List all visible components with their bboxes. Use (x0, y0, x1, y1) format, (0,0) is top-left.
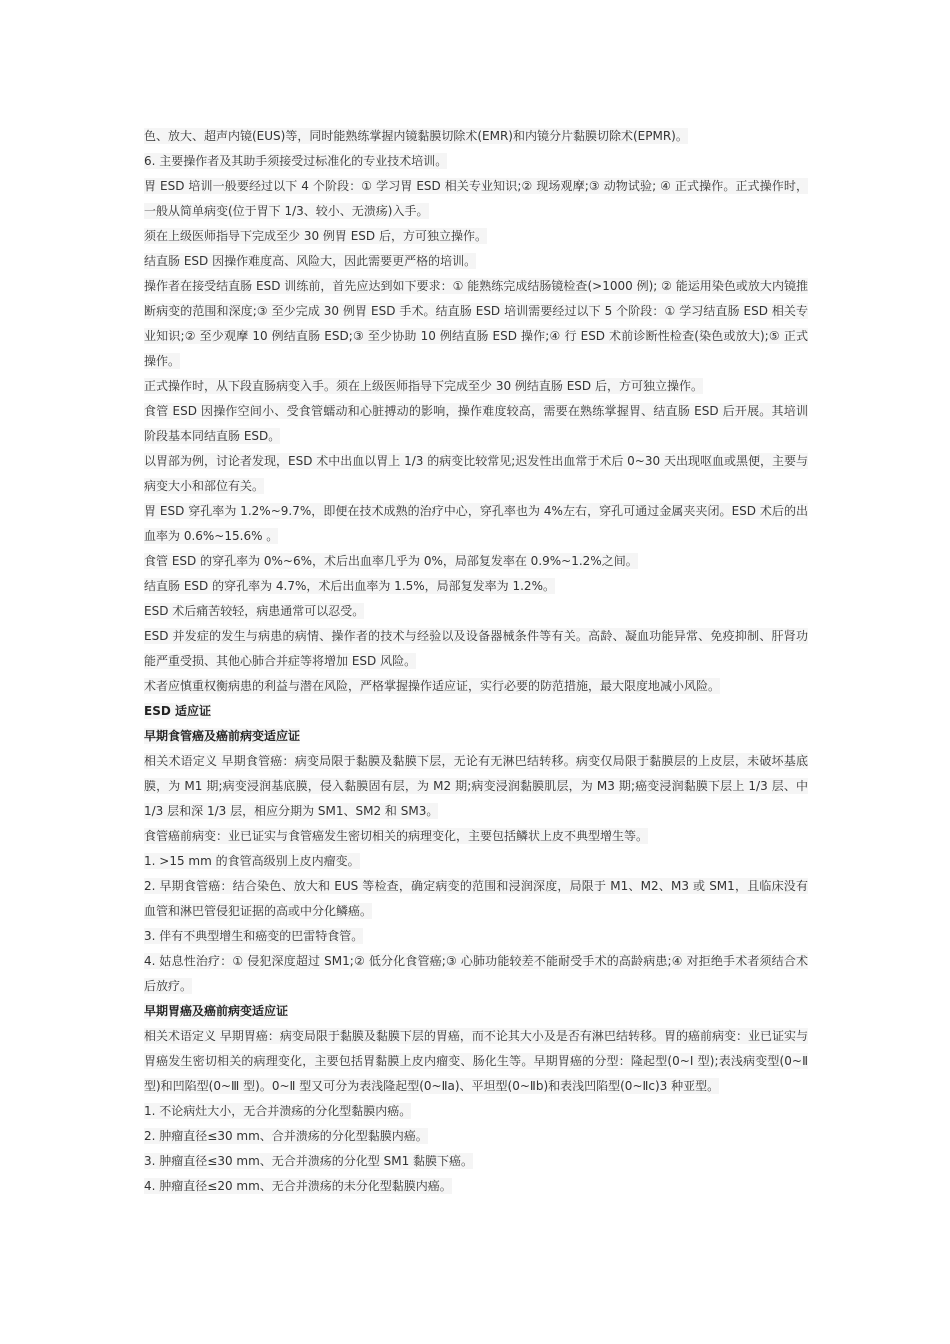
paragraph-training-requirement: 6. 主要操作者及其助手须接受过标准化的专业技术培训。 (144, 154, 448, 168)
subheading-gastric-indications: 早期胃癌及癌前病变适应证 (144, 1004, 289, 1018)
paragraph-gastric-perforation: 胃 ESD 穿孔率为 1.2%~9.7%，即便在技术成熟的治疗中心，穿孔率也为 4%左右，穿孔可通过金属夹夹闭。ESD 术后的出血率为 0.6%~15.6% 。 (144, 504, 808, 543)
paragraph-colorectal-rates: 结直肠 ESD 的穿孔率为 4.7%，术后出血率为 1.5%，局部复发率为 1.2%。 (144, 579, 555, 593)
paragraph-gastric-esd-training: 胃 ESD 培训一般要经过以下 4 个阶段：① 学习胃 ESD 相关专业知识;② 现场观摩;③ 动物试验; ④ 正式操作。正式操作时，一般从简单病变(位于胃下 1/3、较小、无溃疡)入手。 (144, 179, 808, 218)
subheading-esophageal-indications: 早期食管癌及癌前病变适应证 (144, 729, 301, 743)
paragraph-complications: ESD 并发症的发生与病患的病情、操作者的技术与经验以及设备器械条件等有关。高龄、凝血功能异常、免疫抑制、肝肾功能严重受损、其他心肺合并症等将增加 ESD 风险。 (144, 629, 808, 668)
list-item-gastric-4: 4. 肿瘤直径≤20 mm、无合并溃疡的未分化型黏膜内癌。 (144, 1179, 452, 1193)
list-item-esophageal-4: 4. 姑息性治疗：① 侵犯深度超过 SM1;② 低分化食管癌;③ 心肺功能较差不能耐受手术的高龄病患;④ 对拒绝手术者须结合术后放疗。 (144, 954, 808, 993)
paragraph-esophageal-rates: 食管 ESD 的穿孔率为 0%~6%，术后出血率几乎为 0%，局部复发率在 0.9%~1.2%之间。 (144, 554, 638, 568)
paragraph-eus-emr: 色、放大、超声内镜(EUS)等，同时能熟练掌握内镜黏膜切除术(EMR)和内镜分片黏膜切除术(EPMR)。 (144, 129, 688, 143)
paragraph-esophageal-precancer: 食管癌前病变：业已证实与食管癌发生密切相关的病理变化，主要包括鳞状上皮不典型增生等。 (144, 829, 649, 843)
paragraph-bleeding: 以胃部为例，讨论者发现，ESD 术中出血以胃上 1/3 的病变比较常见;迟发性出血常于术后 0~30 天出现呕血或黑便，主要与病变大小和部位有关。 (144, 454, 808, 493)
paragraph-colorectal-training: 结直肠 ESD 因操作难度高、风险大，因此需要更严格的培训。 (144, 254, 477, 268)
list-item-gastric-1: 1. 不论病灶大小，无合并溃疡的分化型黏膜内癌。 (144, 1104, 412, 1118)
list-item-esophageal-1: 1. >15 mm 的食管高级别上皮内瘤变。 (144, 854, 360, 868)
paragraph-risk-balance: 术者应慎重权衡病患的利益与潜在风险，严格掌握操作适应证，实行必要的防范措施，最大限度地减小风险。 (144, 679, 721, 693)
paragraph-gastric-definitions: 相关术语定义 早期胃癌：病变局限于黏膜及黏膜下层的胃癌，而不论其大小及是否有淋巴结转移。胃的癌前病变：业已证实与胃癌发生密切相关的病理变化，主要包括胃黏膜上皮内瘤变、肠化生等。早期胃癌的分型：隆起型(0~Ⅰ 型);表浅病变型(0~Ⅱ 型)和凹陷型(0~Ⅲ 型)。0~Ⅱ 型又可分为表浅隆起型(0~Ⅱa)、平坦型(0~Ⅱb)和表浅凹陷型(0~Ⅱc)3 种亚型。 (144, 1029, 808, 1093)
list-item-gastric-2: 2. 肿瘤直径≤30 mm、合并溃疡的分化型黏膜内癌。 (144, 1129, 428, 1143)
paragraph-rectal-start: 正式操作时，从下段直肠病变入手。须在上级医师指导下完成至少 30 例结直肠 ESD 后，方可独立操作。 (144, 379, 703, 393)
paragraph-esophageal-definitions: 相关术语定义 早期食管癌：病变局限于黏膜及黏膜下层，无论有无淋巴结转移。病变仅局限于黏膜层的上皮层，未破坏基底膜，为 M1 期;病变浸润基底膜，侵入黏膜固有层，为 M2 期;病变浸润黏膜肌层，为 M3 期;癌变浸润黏膜下层上 1/3 层、中 1/3 层和深 1/3 层，相应分期为 SM1、SM2 和 SM3。 (144, 754, 808, 818)
paragraph-gastric-30-cases: 须在上级医师指导下完成至少 30 例胃 ESD 后，方可独立操作。 (144, 229, 487, 243)
list-item-gastric-3: 3. 肿瘤直径≤30 mm、无合并溃疡的分化型 SM1 黏膜下癌。 (144, 1154, 474, 1168)
document-body (144, 124, 808, 1199)
section-heading-esd-indications: ESD 适应证 (144, 704, 211, 718)
paragraph-pain: ESD 术后痛苦较轻，病患通常可以忍受。 (144, 604, 365, 618)
paragraph-esophageal-esd: 食管 ESD 因操作空间小、受食管蠕动和心脏搏动的影响，操作难度较高，需要在熟练掌握胃、结直肠 ESD 后开展。其培训阶段基本同结直肠 ESD。 (144, 404, 808, 443)
list-item-esophageal-3: 3. 伴有不典型增生和癌变的巴雷特食管。 (144, 929, 364, 943)
list-item-esophageal-2: 2. 早期食管癌：结合染色、放大和 EUS 等检查，确定病变的范围和浸润深度，局限于 M1、M2、M3 或 SM1，且临床没有血管和淋巴管侵犯证据的高或中分化鳞癌。 (144, 879, 808, 918)
paragraph-colorectal-requirements: 操作者在接受结直肠 ESD 训练前，首先应达到如下要求：① 能熟练完成结肠镜检查(>1000 例); ② 能运用染色或放大内镜推断病变的范围和深度;③ 至少完成 30 例胃 ESD 手术。结直肠 ESD 培训需要经过以下 5 个阶段：① 学习结直肠 ESD 相关专业知识;② 至少观摩 10 例结直肠 ESD;③ 至少协助 10 例结直肠 ESD 操作;④ 行 ESD 术前诊断性检查(染色或放大);⑤ 正式操作。 (144, 279, 808, 368)
